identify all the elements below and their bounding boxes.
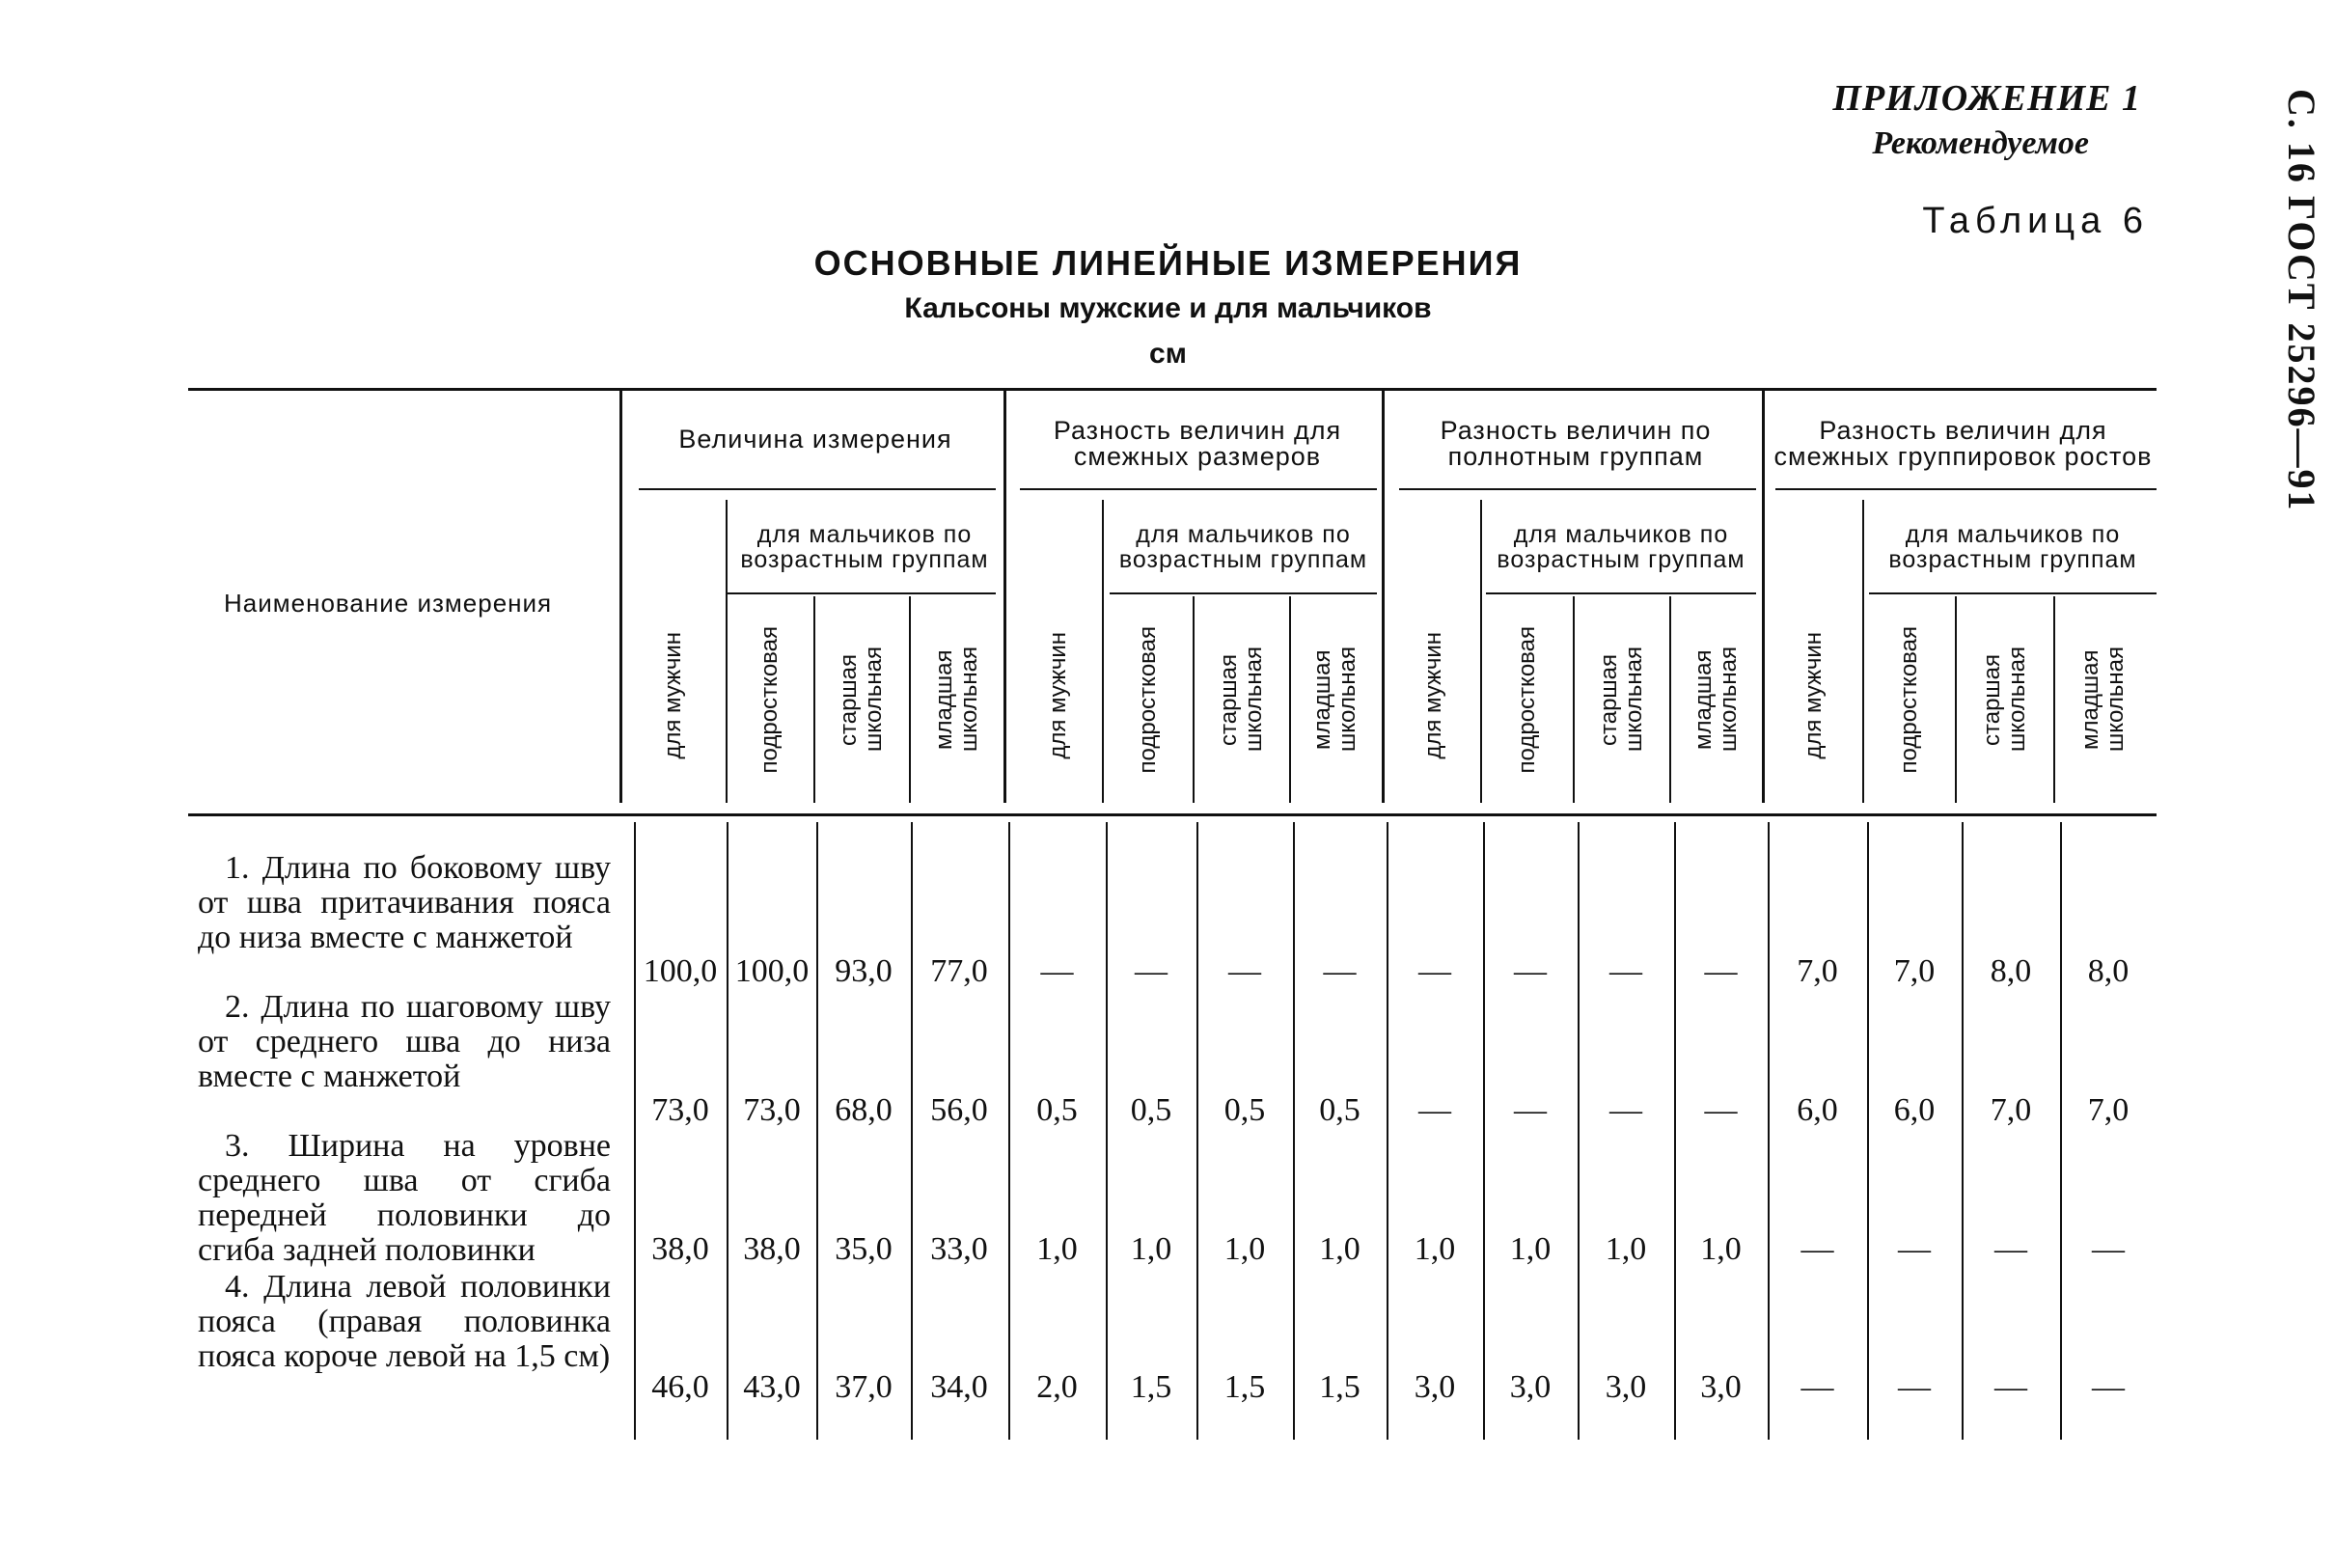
table-cell: 6,0 bbox=[1797, 1092, 1838, 1128]
body-col-rule bbox=[1196, 822, 1198, 1440]
table-cell: 43,0 bbox=[743, 1369, 801, 1405]
table-cell: — bbox=[1418, 1092, 1451, 1128]
table-cell: 0,5 bbox=[1036, 1092, 1078, 1128]
table-cell: — bbox=[1228, 953, 1261, 989]
table-cell: — bbox=[1800, 1369, 1834, 1405]
table-cell: 7,0 bbox=[1893, 953, 1936, 989]
col-men: для мужчин bbox=[1045, 632, 1071, 759]
subgroup-rule bbox=[726, 592, 996, 594]
col-junior-school: младшая школьная bbox=[931, 646, 982, 753]
table-cell: 1,0 bbox=[1605, 1231, 1647, 1267]
group-rule bbox=[1775, 488, 2157, 490]
appendix-label: ПРИЛОЖЕНИЕ 1 bbox=[1832, 78, 2141, 119]
table-cell: 7,0 bbox=[1797, 953, 1838, 989]
table-cell: 3,0 bbox=[1509, 1369, 1552, 1405]
table-cell: 34,0 bbox=[930, 1369, 988, 1405]
row-name: 1. Длина по боковому шву от шва притачивания пояса до низа вместе с манжетой bbox=[198, 850, 611, 955]
table-cell: — bbox=[1898, 1231, 1931, 1267]
col-men: для мужчин bbox=[1420, 632, 1446, 759]
col-teen: подростковая bbox=[1514, 625, 1540, 774]
page-side-code: С. 16 ГОСТ 25296—91 bbox=[2280, 89, 2323, 512]
subgroup-rule bbox=[1869, 592, 2157, 594]
table-cell: — bbox=[1898, 1369, 1931, 1405]
table-cell: 68,0 bbox=[835, 1092, 893, 1128]
table-cell: 56,0 bbox=[930, 1092, 988, 1128]
table-cell: 8,0 bbox=[2087, 953, 2130, 989]
body-col-rule bbox=[911, 822, 913, 1440]
table-title: ОСНОВНЫЕ ЛИНЕЙНЫЕ ИЗМЕРЕНИЯ bbox=[813, 243, 1523, 283]
table-cell: 1,0 bbox=[1223, 1231, 1266, 1267]
table-cell: 33,0 bbox=[930, 1231, 988, 1267]
table-cell: — bbox=[1418, 953, 1451, 989]
table-cell: — bbox=[1800, 1231, 1834, 1267]
body-col-rule bbox=[634, 822, 636, 1440]
body-col-rule bbox=[1674, 822, 1676, 1440]
table-cell: — bbox=[1609, 1092, 1642, 1128]
col-rule bbox=[1382, 390, 1385, 803]
col-senior-school: старшая школьная bbox=[836, 646, 887, 753]
group-rule bbox=[1399, 488, 1756, 490]
boys-subheader: для мальчиков по возрастным группам bbox=[1497, 521, 1745, 573]
table-cell: — bbox=[1514, 953, 1547, 989]
group-header-value: Величина измерения bbox=[678, 424, 952, 454]
table-cell: 73,0 bbox=[651, 1092, 709, 1128]
body-col-rule bbox=[1867, 822, 1869, 1440]
table-cell: 1,0 bbox=[1319, 1231, 1360, 1267]
table-cell: — bbox=[2092, 1231, 2125, 1267]
group-rule bbox=[639, 488, 996, 490]
table-cell: 1,5 bbox=[1319, 1369, 1360, 1405]
col-senior-school: старшая школьная bbox=[1216, 646, 1267, 753]
table-cell: 93,0 bbox=[835, 953, 893, 989]
boys-subheader: для мальчиков по возрастным группам bbox=[740, 521, 989, 573]
col-rule bbox=[1762, 390, 1765, 803]
table-cell: 38,0 bbox=[743, 1231, 801, 1267]
table-cell: — bbox=[1040, 953, 1074, 989]
group-header-fullness: Разность величин по полнотным группам bbox=[1440, 416, 1712, 471]
table-cell: — bbox=[1514, 1092, 1547, 1128]
table-number: Таблица 6 bbox=[1922, 201, 2149, 241]
body-col-rule bbox=[1768, 822, 1770, 1440]
body-col-rule bbox=[1483, 822, 1485, 1440]
table-cell: 100,0 bbox=[734, 953, 810, 989]
group-header-adjacent-sizes: Разность величин для смежных размеров bbox=[1053, 416, 1342, 471]
row-name: 4. Длина левой половинки пояса (правая половинка пояса короче левой на 1,5 см) bbox=[198, 1269, 611, 1374]
table-cell: 0,5 bbox=[1130, 1092, 1172, 1128]
measurement-name-header: Наименование измерения bbox=[224, 589, 553, 618]
table-cell: 100,0 bbox=[643, 953, 718, 989]
col-rule bbox=[619, 390, 622, 803]
header-bottom-rule bbox=[188, 813, 2157, 816]
table-cell: 7,0 bbox=[1990, 1092, 2032, 1128]
col-teen: подростковая bbox=[1135, 625, 1161, 774]
table-cell: 3,0 bbox=[1700, 1369, 1742, 1405]
body-col-rule bbox=[2060, 822, 2062, 1440]
table-cell: — bbox=[1323, 953, 1357, 989]
col-teen: подростковая bbox=[756, 625, 783, 774]
table-cell: 7,0 bbox=[2087, 1092, 2130, 1128]
table-cell: 46,0 bbox=[651, 1369, 709, 1405]
col-men: для мужчин bbox=[660, 632, 686, 759]
body-col-rule bbox=[1293, 822, 1295, 1440]
appendix-status: Рекомендуемое bbox=[1872, 125, 2089, 161]
table-cell: 35,0 bbox=[835, 1231, 893, 1267]
subgroup-rule bbox=[1110, 592, 1377, 594]
group-header-heights: Разность величин для смежных группировок ростов bbox=[1773, 416, 2153, 471]
table-cell: 1,5 bbox=[1223, 1369, 1266, 1405]
table-cell: 1,0 bbox=[1509, 1231, 1552, 1267]
boys-subheader: для мальчиков по возрастным группам bbox=[1118, 521, 1368, 573]
table-cell: — bbox=[1704, 953, 1738, 989]
row-name: 2. Длина по шаговому шву от среднего шва до низа вместе с манжетой bbox=[198, 989, 611, 1094]
subgroup-rule bbox=[1486, 592, 1756, 594]
table-cell: 2,0 bbox=[1036, 1369, 1078, 1405]
body-col-rule bbox=[1962, 822, 1964, 1440]
col-junior-school: младшая школьная bbox=[1690, 646, 1742, 753]
col-teen: подростковая bbox=[1896, 625, 1922, 774]
table-cell: 0,5 bbox=[1319, 1092, 1360, 1128]
table-cell: — bbox=[1994, 1231, 2027, 1267]
body-col-rule bbox=[1578, 822, 1580, 1440]
table-unit: см bbox=[1149, 338, 1187, 370]
table-cell: 1,0 bbox=[1414, 1231, 1456, 1267]
table-cell: 1,0 bbox=[1130, 1231, 1172, 1267]
col-men: для мужчин bbox=[1800, 632, 1827, 759]
col-senior-school: старшая школьная bbox=[1596, 646, 1647, 753]
body-col-rule bbox=[816, 822, 818, 1440]
col-junior-school: младшая школьная bbox=[2077, 646, 2129, 753]
table-cell: 1,0 bbox=[1036, 1231, 1078, 1267]
table-cell: 37,0 bbox=[835, 1369, 893, 1405]
col-junior-school: младшая школьная bbox=[1309, 646, 1360, 753]
table-cell: — bbox=[1135, 953, 1168, 989]
table-cell: 1,5 bbox=[1130, 1369, 1172, 1405]
table-cell: — bbox=[1704, 1092, 1738, 1128]
table-subtitle: Кальсоны мужские и для мальчиков bbox=[904, 292, 1432, 324]
table-cell: 0,5 bbox=[1223, 1092, 1266, 1128]
table-cell: 73,0 bbox=[743, 1092, 801, 1128]
table-cell: — bbox=[1994, 1369, 2027, 1405]
table-top-rule bbox=[188, 388, 2157, 391]
group-rule bbox=[1020, 488, 1377, 490]
table-cell: — bbox=[1609, 953, 1642, 989]
body-col-rule bbox=[1106, 822, 1108, 1440]
table-cell: 3,0 bbox=[1414, 1369, 1456, 1405]
col-rule bbox=[1003, 390, 1006, 803]
body-col-rule bbox=[727, 822, 728, 1440]
table-cell: 6,0 bbox=[1893, 1092, 1936, 1128]
table-cell: — bbox=[2092, 1369, 2125, 1405]
row-name: 3. Ширина на уровне среднего шва от сгиба передней половинки до сгиба задней половинки bbox=[198, 1128, 611, 1268]
body-col-rule bbox=[1008, 822, 1010, 1440]
table-cell: 3,0 bbox=[1605, 1369, 1647, 1405]
table-cell: 1,0 bbox=[1700, 1231, 1742, 1267]
table-cell: 38,0 bbox=[651, 1231, 709, 1267]
table-cell: 77,0 bbox=[930, 953, 988, 989]
body-col-rule bbox=[1387, 822, 1388, 1440]
col-senior-school: старшая школьная bbox=[1979, 646, 2030, 753]
table-cell: 8,0 bbox=[1990, 953, 2032, 989]
boys-subheader: для мальчиков по возрастным группам bbox=[1888, 521, 2137, 573]
